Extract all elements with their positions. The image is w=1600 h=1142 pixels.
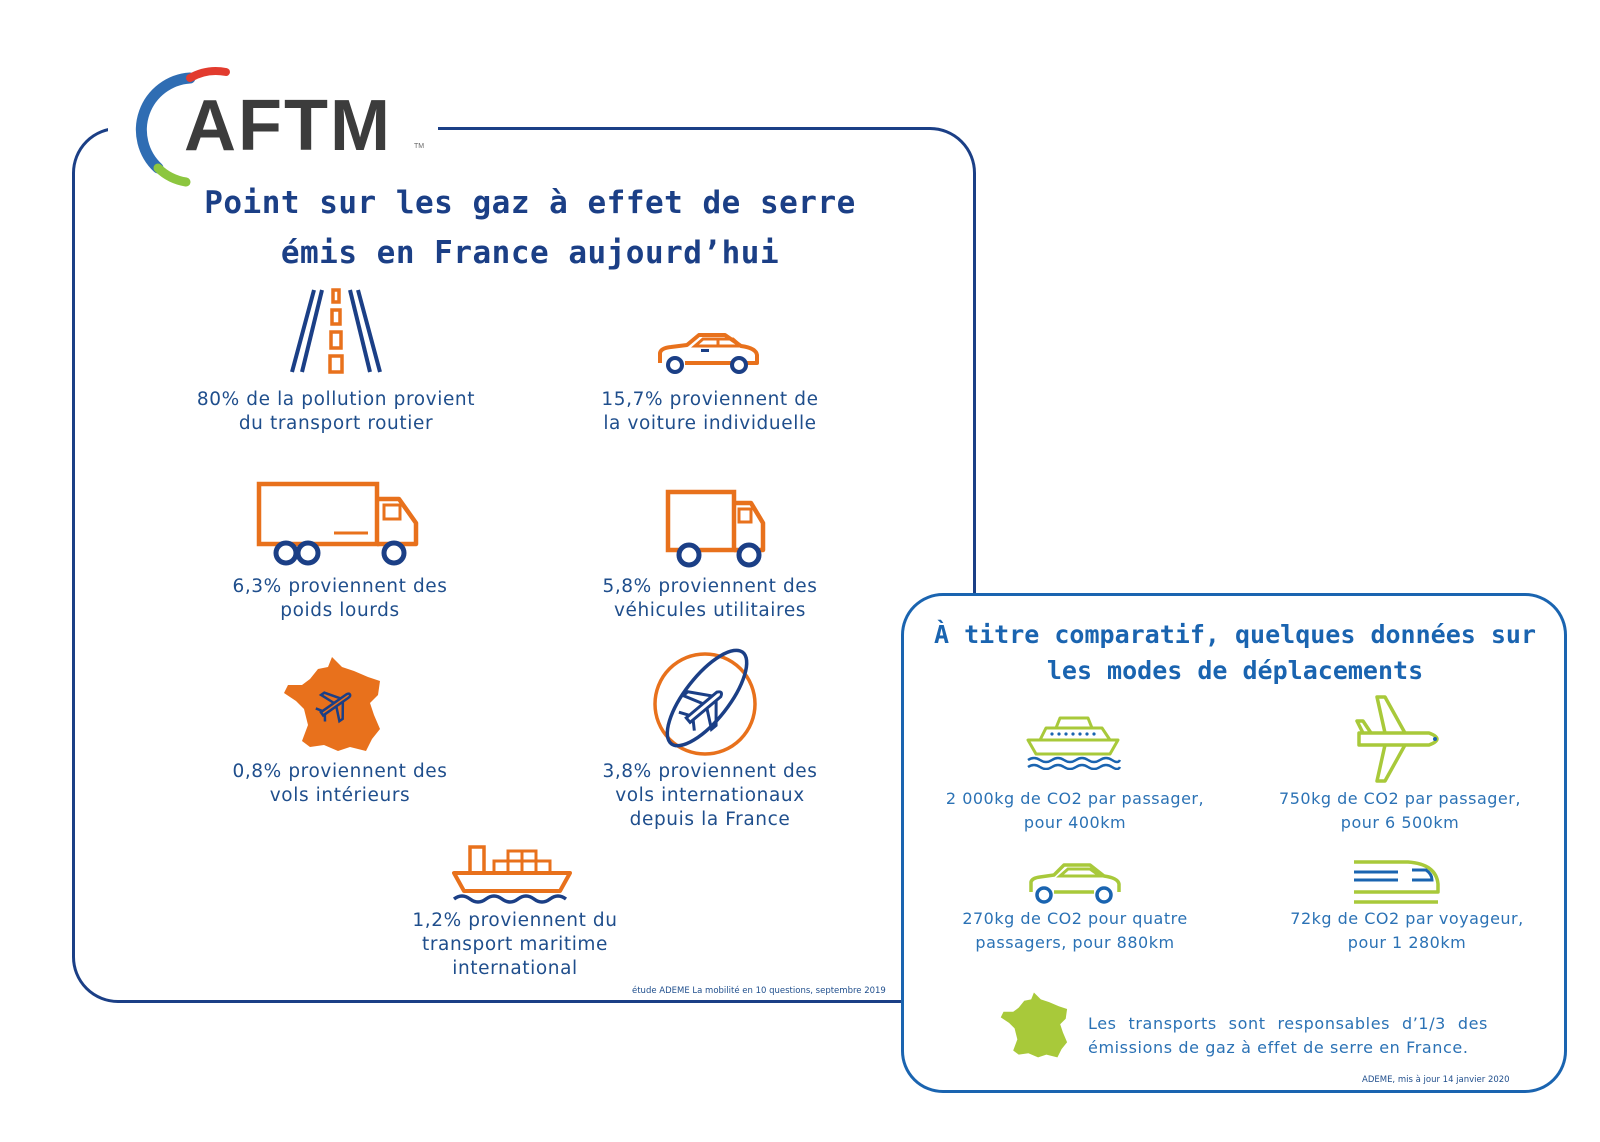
comparison-train: 72kg de CO2 par voyageur, pour 1 280km xyxy=(1290,909,1524,952)
comparison-source: ADEME, mis à jour 14 janvier 2020 xyxy=(1362,1075,1510,1085)
road-icon xyxy=(286,288,386,374)
main-source: étude ADEME La mobilité en 10 questions, septembre 2019 xyxy=(632,986,886,996)
comparison-airplane: 750kg de CO2 par passager, pour 6 500km xyxy=(1279,789,1521,832)
airplane-icon xyxy=(1355,693,1447,785)
logo-text: AFTM xyxy=(184,86,392,166)
comparison-ferry: 2 000kg de CO2 par passager, pour 400km xyxy=(945,789,1205,832)
train-icon xyxy=(1352,858,1440,906)
comparison-title-line-1: À titre comparatif, quelques données sur xyxy=(933,620,1537,649)
france-map-icon xyxy=(998,988,1074,1066)
comparison-title xyxy=(930,617,1540,689)
stat-domestic-flights: 0,8% proviennent des vols intérieurs xyxy=(232,761,448,806)
stat-heavy-trucks: 6,3% proviennent des poids lourds xyxy=(232,576,448,621)
stat-car: 15,7% proviennent de la voiture individuelle xyxy=(601,389,819,434)
cargo-ship-icon xyxy=(452,843,576,905)
globe-plane-icon xyxy=(645,642,769,760)
main-title xyxy=(160,178,900,278)
van-icon xyxy=(665,489,767,569)
ferry-icon xyxy=(1026,714,1122,770)
stat-international-flights: 3,8% proviennent des vols internationaux depuis la France xyxy=(602,761,818,830)
stat-maritime: 1,2% proviennent du transport maritime international xyxy=(412,910,618,979)
stat-road: 80% de la pollution provient du transport routier xyxy=(196,389,476,434)
aftm-logo xyxy=(128,60,448,195)
comparison-note: Les transports sont responsables d’1/3 des émissions de gaz à effet de serre en France. xyxy=(1088,1014,1488,1057)
main-title-line-2: émis en France aujourd’hui xyxy=(280,235,780,271)
comparison-car: 270kg de CO2 pour quatre passagers, pour 880km xyxy=(962,909,1188,952)
france-plane-icon xyxy=(280,655,390,759)
car-icon xyxy=(657,331,761,375)
logo-tm: TM xyxy=(414,143,425,150)
comparison-title-line-2: les modes de déplacements xyxy=(1046,656,1424,685)
main-title-line-1: Point sur les gaz à effet de serre xyxy=(204,185,856,221)
truck-icon xyxy=(256,481,420,567)
car-icon xyxy=(1028,862,1122,906)
stat-utility-vehicles: 5,8% proviennent des véhicules utilitaires xyxy=(602,576,818,621)
